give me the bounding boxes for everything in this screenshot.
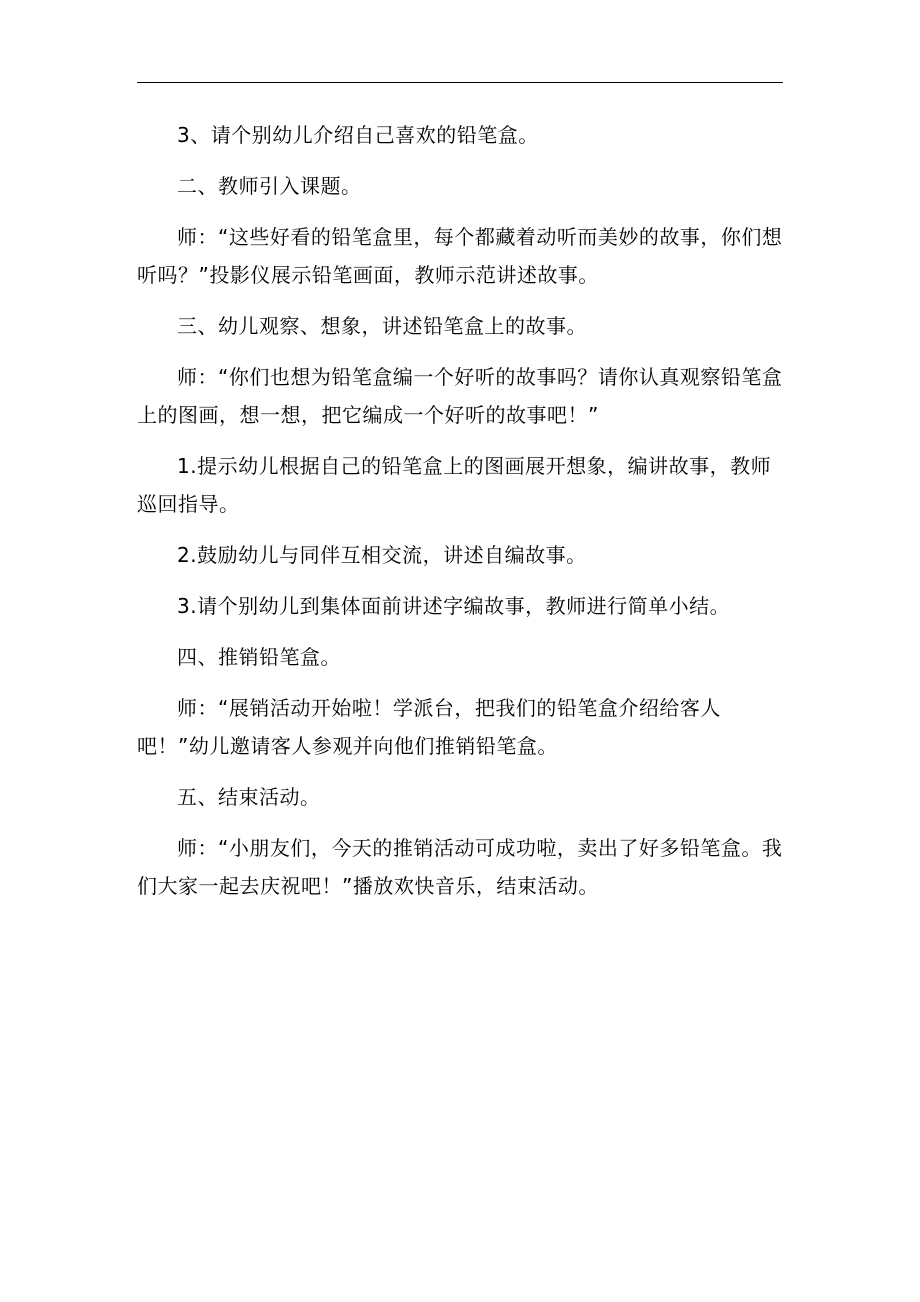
section-heading-4: 四、推销铅笔盒。 xyxy=(177,645,341,669)
section-heading-2: 二、教师引入课题。 xyxy=(177,174,362,198)
paragraph-closing: 师：“小朋友们，今天的推销活动可成功啦，卖出了好多铅笔盒。我们大家一起去庆祝吧！”播放欢快音乐，结束活动。 xyxy=(137,836,783,898)
document-body xyxy=(137,116,787,918)
paragraph-sales-activity: 师：“展销活动开始啦！学派台，把我们的铅笔盒介绍给客人吧！”幼儿邀请客人参观并向他们推销铅笔盒。 xyxy=(137,696,721,758)
section-heading-5: 五、结束活动。 xyxy=(177,785,321,809)
paragraph-teacher-intro: 师：“这些好看的铅笔盒里，每个都藏着动听而美妙的故事，你们想听吗？”投影仪展示铅笔画面，教师示范讲述故事。 xyxy=(137,225,783,287)
paragraph-step-3-intro: 3、请个别幼儿介绍自己喜欢的铅笔盒。 xyxy=(177,123,539,147)
paragraph-step-1: 1.提示幼儿根据自己的铅笔盒上的图画展开想象，编讲故事，教师巡回指导。 xyxy=(137,454,772,516)
section-heading-3: 三、幼儿观察、想象，讲述铅笔盒上的故事。 xyxy=(177,314,587,338)
paragraph-teacher-prompt: 师：“你们也想为铅笔盒编一个好听的故事吗？请你认真观察铅笔盒上的图画，想一想，把它编成一个好听的故事吧！” xyxy=(137,365,783,427)
paragraph-step-3: 3.请个别幼儿到集体面前讲述字编故事，教师进行简单小结。 xyxy=(177,594,731,618)
paragraph-step-2: 2.鼓励幼儿与同伴互相交流，讲述自编故事。 xyxy=(177,543,587,567)
header-rule xyxy=(137,82,783,83)
